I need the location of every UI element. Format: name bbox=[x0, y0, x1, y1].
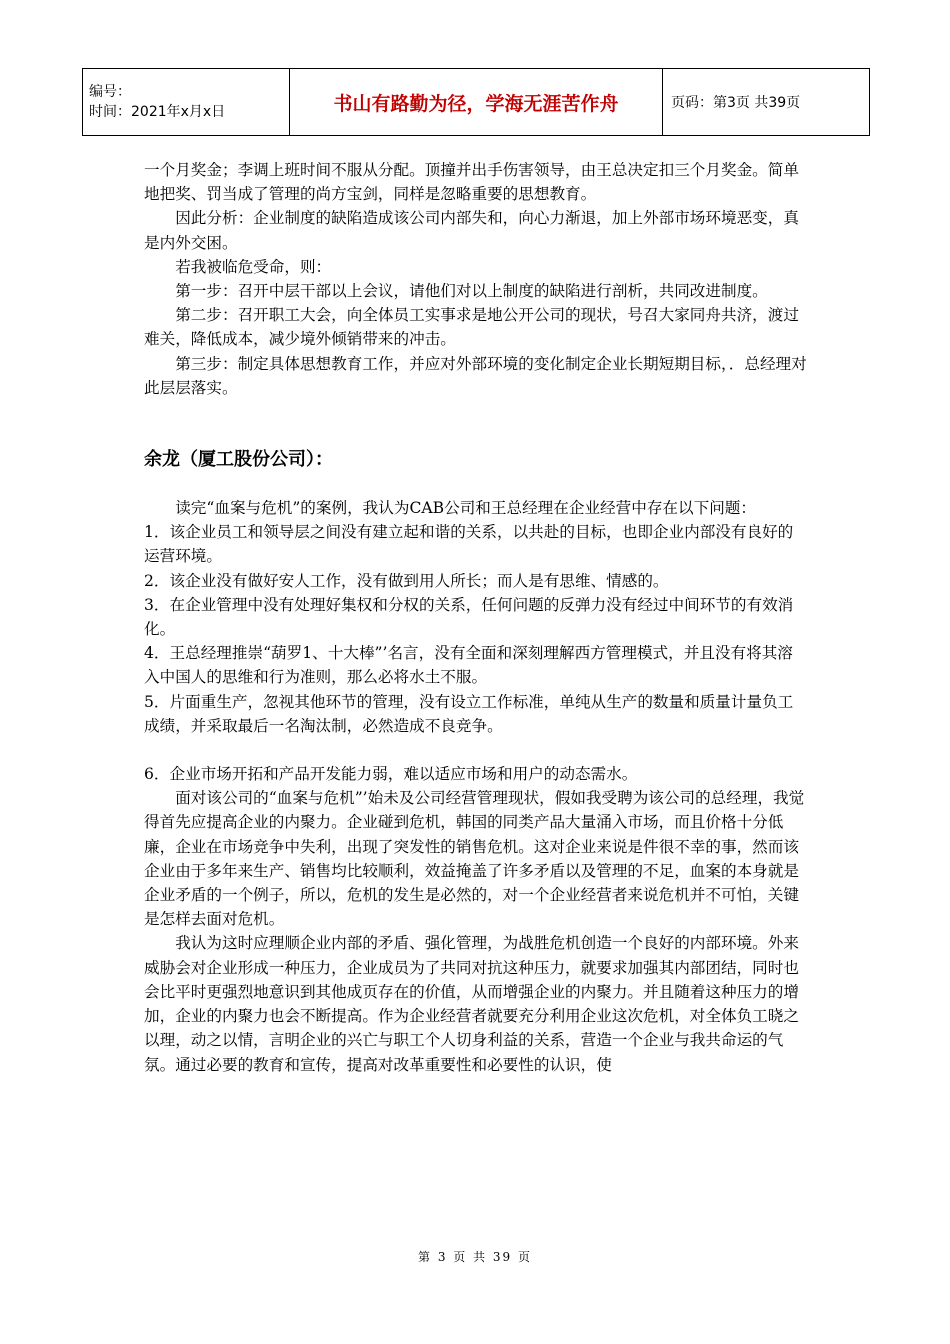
list-item: 5．片面重生产，忽视其他环节的管理，没有设立工作标准，单纯从生产的数量和质量计量负工成绩，并采取最后一名淘汰制，必然造成不良竞争。 bbox=[144, 692, 794, 735]
document-header bbox=[82, 68, 870, 136]
paragraph: 因此分析：企业制度的缺陷造成该公司内部失和，向心力渐退，加上外部市场环境恶变，真是内外交困。 bbox=[144, 209, 799, 252]
list-item: 2．该企业没有做好安人工作，没有做到用人所长；而人是有思维、情感的。 bbox=[144, 571, 669, 590]
page-footer: 第 3 页 共 39 页 bbox=[418, 1250, 532, 1264]
list-item: 4．王总经理推崇“葫罗1、十大棒”’名言，没有全面和深刻理解西方管理模式，并且没有将其溶入中国人的思维和行为准则，那么必将水土不服。 bbox=[144, 644, 793, 687]
paragraph: 读完“血案与危机”的案例，我认为CAB公司和王总经理在企业经营中存在以下问题： bbox=[175, 499, 756, 518]
paragraph: 若我被临危受命，则： bbox=[175, 257, 332, 276]
paragraph: 面对该公司的“血案与危机”’始未及公司经营管理现状，假如我受聘为该公司的总经理，我觉得首先应提高企业的内聚力。企业碰到危机，韩国的同类产品大量涌入市场，而且价格十分低廉，企业在市场竞争中失利，出现了突发性的销售危机。这对企业来说是件很不幸的事，然而该企业由于多年来生产、销售均比较顺利，效益掩盖了许多矛盾以及管理的不足，血案的本身就是企业矛盾的一个例子，所以，危机的发生是必然的，对一个企业经营者来说危机并不可怕，关键是怎样去面对危机。 bbox=[144, 789, 805, 929]
paragraph: 第一步：召开中层干部以上会议，请他们对以上制度的缺陷进行剖析，共同改进制度。 bbox=[175, 282, 768, 301]
header-page-code: 页码：第3页 共39页 bbox=[663, 69, 870, 136]
list-item: 1．该企业员工和领导层之间没有建立起和谐的关系，以共赴的目标，也即企业内部没有良好的运营环境。 bbox=[144, 523, 794, 566]
section-heading: 余龙（厦工股份公司）： bbox=[144, 449, 333, 471]
paragraph: 一个月奖金；李调上班时间不服从分配。顶撞并出手伤害领导，由王总决定扣三个月奖金。简单地把奖、罚当成了管理的尚方宝剑，同样是忽略重要的思想教育。 bbox=[144, 161, 799, 204]
paragraph: 第二步：召开职工大会，向全体员工实事求是地公开公司的现状，号召大家同舟共济，渡过难关，降低成本，减少境外倾销带来的冲击。 bbox=[144, 306, 799, 349]
header-number: 编号： bbox=[89, 84, 131, 100]
document-body bbox=[144, 158, 808, 1077]
header-meta bbox=[83, 69, 290, 136]
paragraph: 第三步：制定具体思想教育工作，并应对外部环境的变化制定企业长期短期目标，．总经理对此层层落实。 bbox=[144, 354, 807, 397]
header-time: 时间：2021年x月x日 bbox=[89, 104, 226, 120]
list-item: 6．企业市场开拓和产品开发能力弱，难以适应市场和用户的动态需水。 bbox=[144, 765, 638, 784]
list-item: 3．在企业管理中没有处理好集权和分权的关系，任何问题的反弹力没有经过中间环节的有效消化。 bbox=[144, 595, 794, 639]
paragraph: 我认为这时应理顺企业内部的矛盾、强化管理，为战胜危机创造一个良好的内部环境。外来威胁会对企业形成一种压力，企业成员为了共同对抗这种压力，就要求加强其内部团结，同时也会比平时更强烈地意识到其他成页存在的价值，从而增强企业的内聚力。并且随着这种压力的增加，企业的内聚力也会不断提高。作为企业经营者就要充分利用企业这次危机，对全体负工晓之以理，动之以情，言明企业的兴亡与职工个人切身利益的关系，营造一个企业与我共命运的气氛。通过必要的教育和宣传，提高对改革重要性和必要性的认识，使 bbox=[144, 934, 799, 1074]
header-motto: 书山有路勤为径，学海无涯苦作舟 bbox=[290, 69, 663, 136]
